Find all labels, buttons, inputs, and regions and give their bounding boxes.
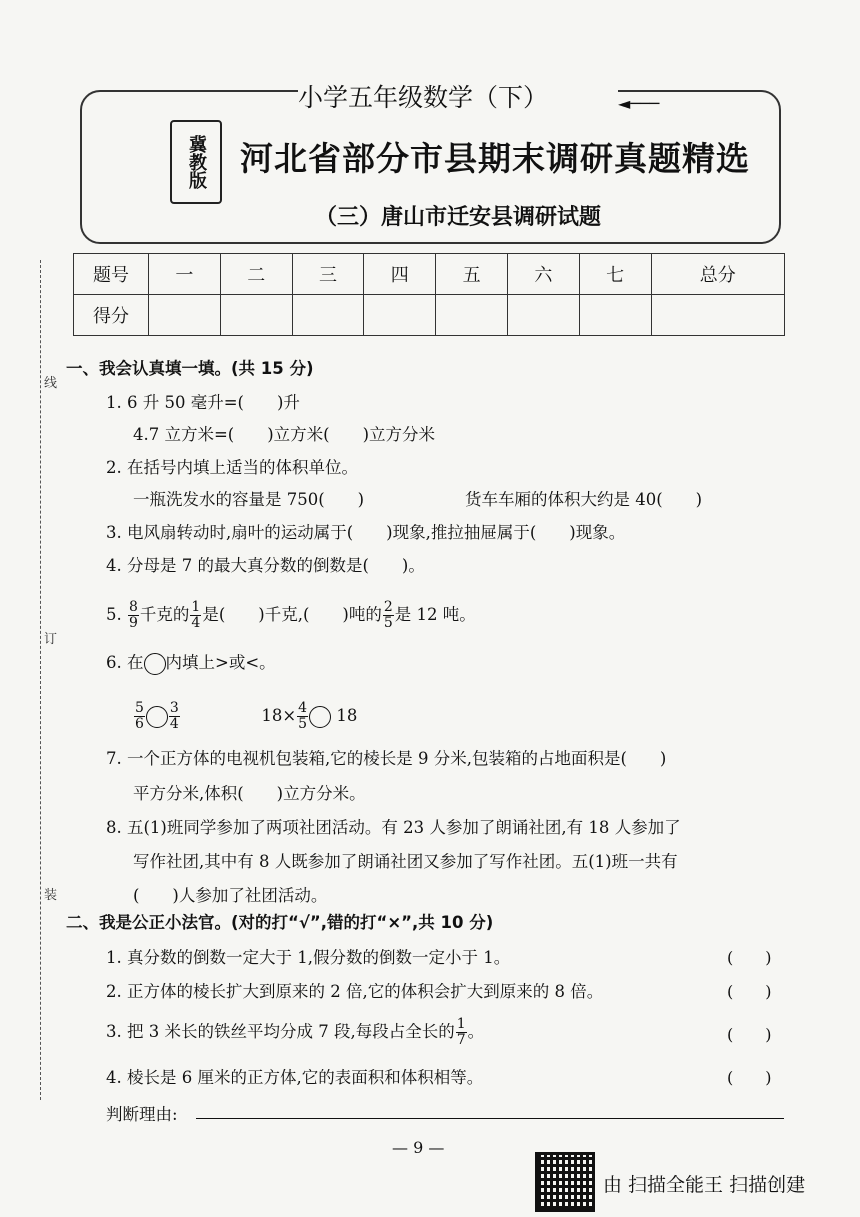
table-cell: 总分 [651, 254, 784, 295]
circle-icon [144, 653, 166, 675]
table-cell: 三 [292, 254, 364, 295]
fraction: $\frac{1}{7}$ [456, 1016, 466, 1048]
compare-circle-input[interactable] [309, 706, 331, 728]
score-input-cell[interactable] [651, 295, 784, 336]
score-input-cell[interactable] [436, 295, 508, 336]
table-cell: 七 [579, 254, 651, 295]
question-text: 2. 正方体的棱长扩大到原来的 2 倍,它的体积会扩大到原来的 8 倍。 [106, 982, 604, 1001]
score-input-cell[interactable] [292, 295, 364, 336]
question-text: 8. 五(1)班同学参加了两项社团活动。有 23 人参加了朗诵社团,有 18 人参加了 [106, 818, 681, 837]
question-text: 内填上>或<。 [165, 653, 276, 672]
question-text [106, 1014, 484, 1050]
question-5 [106, 597, 476, 633]
fraction: $\frac{3}{4}$ [169, 700, 179, 732]
question-6-items [133, 696, 357, 736]
score-input-cell[interactable] [149, 295, 221, 336]
question-text: 4. 分母是 7 的最大真分数的倒数是( )。 [106, 556, 425, 575]
question-text: 3. 电风扇转动时,扇叶的运动属于( )现象,推拉抽屉属于( )现象。 [106, 523, 626, 542]
table-row [74, 295, 785, 336]
score-input-cell[interactable] [507, 295, 579, 336]
section-title: 一、我会认真填一填。(共 15 分) [66, 359, 314, 378]
series-title: 小学五年级数学（下） [298, 83, 549, 112]
question-text: 写作社团,其中有 8 人既参加了朗诵社团又参加了写作社团。五(1)班一共有 [133, 852, 678, 871]
score-input-cell[interactable] [579, 295, 651, 336]
question-text: 3. 把 3 米长的铁丝平均分成 7 段,每段占全长的 [106, 1022, 455, 1041]
table-cell: 一 [149, 254, 221, 295]
scanner-watermark: 由 扫描全能王 扫描创建 [603, 1174, 806, 1196]
table-cell: 五 [436, 254, 508, 295]
answer-blank[interactable]: ( ) [727, 948, 772, 967]
page-number: — 9 — [392, 1138, 445, 1157]
side-mark: 订 [44, 632, 58, 647]
fraction: $\frac{2}{5}$ [383, 599, 393, 631]
score-input-cell[interactable] [364, 295, 436, 336]
question-text: 18 [336, 706, 358, 725]
score-input-cell[interactable] [220, 295, 292, 336]
side-mark: 装 [44, 888, 58, 903]
answer-blank[interactable]: ( ) [727, 1068, 772, 1087]
question-text: 。 [467, 1022, 485, 1041]
section-title: 二、我是公正小法官。(对的打“√”,错的打“×”,共 10 分) [66, 913, 494, 932]
page-title: 河北省部分市县期末调研真题精选 [240, 139, 750, 178]
question-text: 1. 6 升 50 毫升=( )升 [106, 393, 300, 412]
question-text: 7. 一个正方体的电视机包装箱,它的棱长是 9 分米,包装箱的占地面积是( ) [106, 749, 667, 768]
question-text: 是( )千克,( )吨的 [202, 605, 382, 624]
table-cell: 题号 [74, 254, 149, 295]
side-mark: 线 [44, 376, 58, 391]
table-row [74, 254, 785, 295]
question-text: 4. 棱长是 6 厘米的正方体,它的表面积和体积相等。 [106, 1068, 484, 1087]
qr-code-icon [535, 1152, 595, 1212]
question-number: 5. [106, 605, 122, 624]
question-text: 千克的 [139, 605, 190, 624]
fraction: $\frac{5}{6}$ [135, 700, 144, 732]
question-text: 2. 在括号内填上适当的体积单位。 [106, 458, 358, 477]
page-subtitle: （三）唐山市迁安县调研试题 [315, 205, 602, 230]
binding-line [40, 260, 41, 1100]
reason-input-line[interactable] [196, 1118, 784, 1119]
table-cell: 二 [220, 254, 292, 295]
table-cell: 四 [364, 254, 436, 295]
answer-blank[interactable]: ( ) [727, 1025, 772, 1044]
question-6 [106, 652, 276, 675]
question-text: 货车车厢的体积大约是 40( ) [465, 490, 703, 509]
edition-badge: 冀教版 [170, 120, 222, 204]
compare-circle-input[interactable] [146, 706, 168, 728]
question-text: 6. 在 [106, 653, 144, 672]
question-text: 1. 真分数的倒数一定大于 1,假分数的倒数一定小于 1。 [106, 948, 511, 967]
question-text: 是 12 吨。 [394, 605, 476, 624]
table-cell: 得分 [74, 295, 149, 336]
reason-label: 判断理由: [106, 1105, 178, 1124]
fraction: $\frac{8}{9}$ [129, 599, 138, 631]
question-text: 4.7 立方米=( )立方米( )立方分米 [133, 425, 436, 444]
answer-blank[interactable]: ( ) [727, 982, 772, 1001]
fraction: $\frac{4}{5}$ [298, 700, 308, 732]
arrow-icon: ◄─── [618, 94, 660, 113]
fraction: $\frac{1}{4}$ [191, 599, 201, 631]
question-text: ( )人参加了社团活动。 [133, 886, 328, 905]
table-cell: 六 [507, 254, 579, 295]
question-text: 18× [261, 706, 297, 725]
score-table [73, 253, 785, 336]
question-text: 一瓶洗发水的容量是 750( ) [133, 490, 365, 509]
question-text: 平方分米,体积( )立方分米。 [133, 784, 366, 803]
